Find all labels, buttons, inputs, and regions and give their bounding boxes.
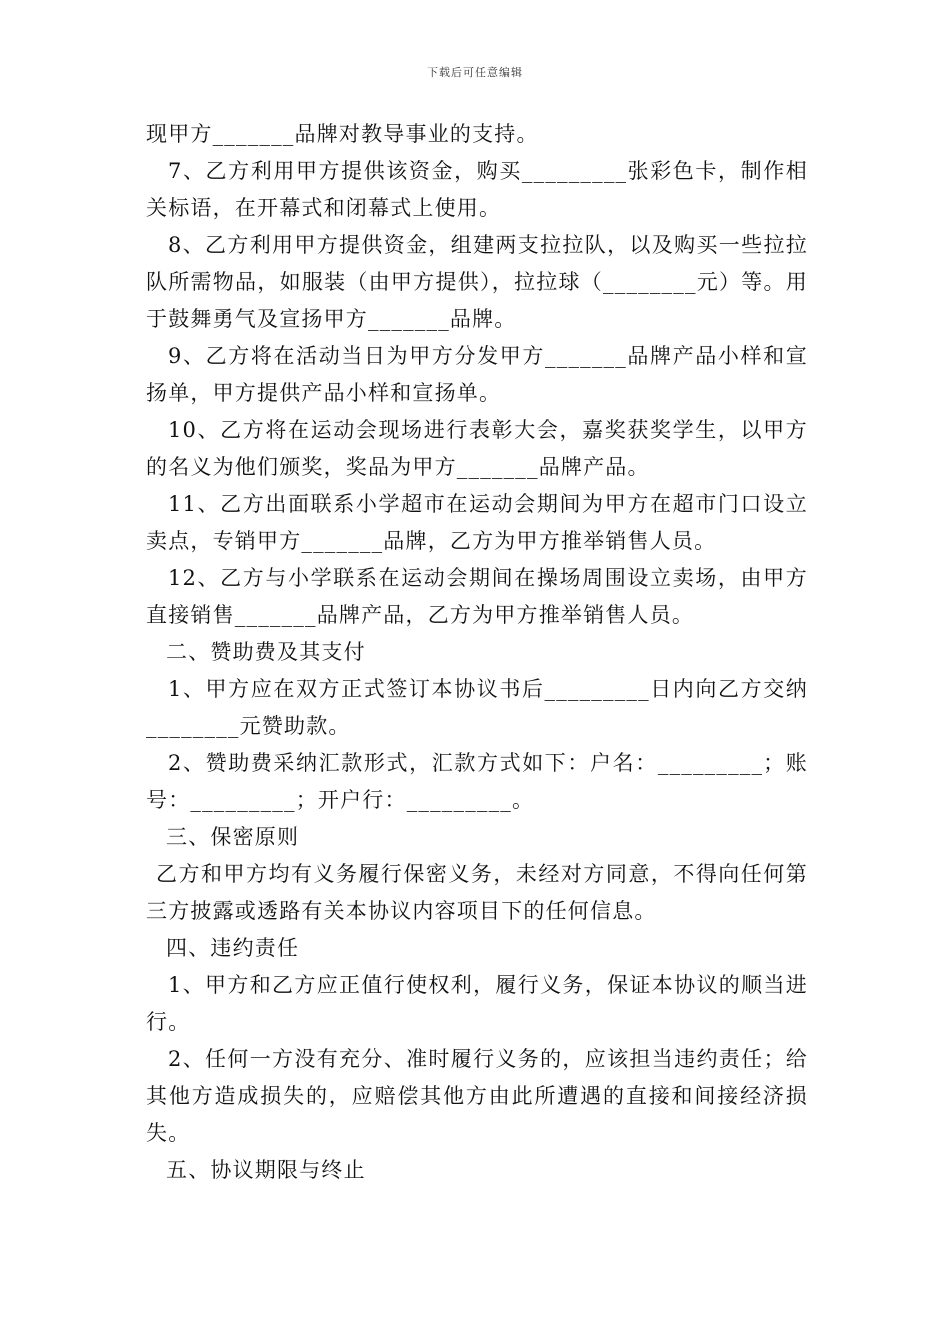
payment-clause-1: 1、甲方应在双方正式签订本协议书后_________日内向乙方交纳________元赞助款。	[146, 677, 808, 738]
confidentiality-clause: 乙方和甲方均有义务履行保密义务，未经对方同意，不得向任何第三方披露或透路有关本协议内容项目下的任何信息。	[146, 862, 808, 923]
payment-clause-2: 2、赞助费采纳汇款形式，汇款方式如下：户名：_________；账号：_________；开户行：_________。	[146, 751, 808, 812]
clause-11: 11、乙方出面联系小学超市在运动会期间为甲方在超市门口设立卖点，专销甲方_______品牌，乙方为甲方推举销售人员。	[146, 492, 808, 553]
clause-12: 12、乙方与小学联系在运动会期间在操场周围设立卖场，由甲方直接销售_______品牌产品，乙方为甲方推举销售人员。	[146, 566, 808, 627]
clause-10: 10、乙方将在运动会现场进行表彰大会，嘉奖获奖学生，以甲方的名义为他们颁奖，奖品为甲方_______品牌产品。	[146, 418, 808, 479]
liability-clause-2: 2、任何一方没有充分、准时履行义务的，应该担当违约责任；给其他方造成损失的，应赔偿其他方由此所遭遇的直接和间接经济损失。	[146, 1047, 808, 1145]
section-heading-3: 三、保密原则	[166, 825, 300, 849]
liability-clause-1: 1、甲方和乙方应正值行使权利，履行义务，保证本协议的顺当进行。	[146, 973, 808, 1034]
section-heading-4: 四、违约责任	[166, 936, 300, 960]
clause-8: 8、乙方利用甲方提供资金，组建两支拉拉队，以及购买一些拉拉队所需物品，如服装（由甲方提供），拉拉球（________元）等。用于鼓舞勇气及宣扬甲方_______品牌。	[146, 233, 808, 331]
clause-9: 9、乙方将在活动当日为甲方分发甲方_______品牌产品小样和宣扬单，甲方提供产品小样和宣扬单。	[146, 344, 808, 405]
section-heading-2: 二、赞助费及其支付	[166, 640, 366, 664]
page-header-note: 下载后可任意编辑	[427, 66, 523, 79]
clause-7: 7、乙方利用甲方提供该资金，购买_________张彩色卡，制作相关标语，在开幕式和闭幕式上使用。	[146, 159, 808, 220]
document-body	[146, 116, 808, 1189]
section-heading-5: 五、协议期限与终止	[166, 1158, 366, 1182]
paragraph-0: 现甲方_______品牌对教导事业的支持。	[146, 122, 539, 146]
